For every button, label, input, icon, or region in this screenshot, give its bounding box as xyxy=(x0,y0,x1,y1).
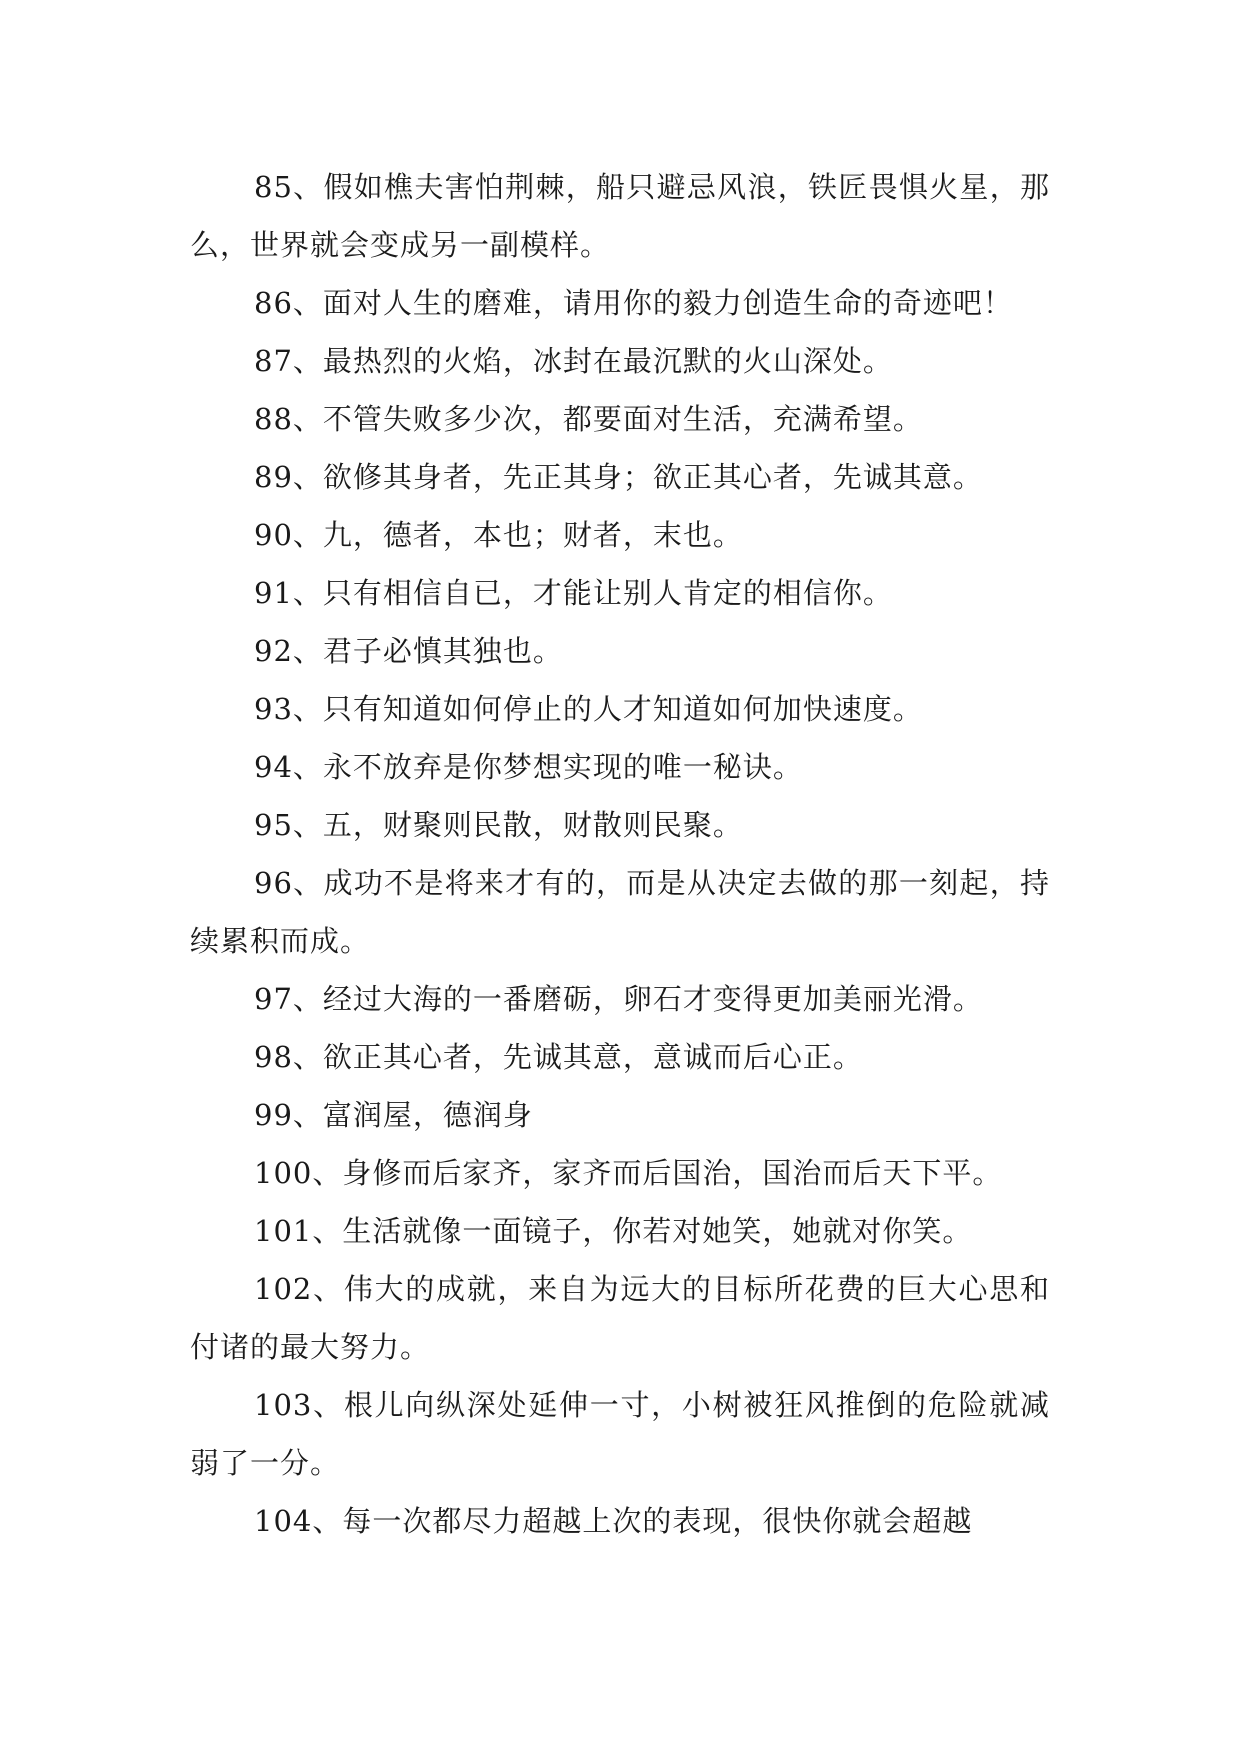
paragraph-94: 94、永不放弃是你梦想实现的唯一秘诀。 xyxy=(254,750,803,784)
paragraph-87: 87、最热烈的火焰，冰封在最沉默的火山深处。 xyxy=(254,344,893,378)
paragraph-100: 100、身修而后家齐，家齐而后国治，国治而后天下平。 xyxy=(254,1156,1003,1190)
paragraph-96: 96、成功不是将来才有的，而是从决定去做的那一刻起，持续累积而成。 xyxy=(190,866,1050,958)
paragraph-104: 104、每一次都尽力超越上次的表现，很快你就会超越 xyxy=(254,1504,973,1538)
paragraph-90: 90、九，德者，本也；财者，末也。 xyxy=(254,518,743,552)
paragraph-95: 95、五，财聚则民散，财散则民聚。 xyxy=(254,808,743,842)
paragraph-97: 97、经过大海的一番磨砺，卵石才变得更加美丽光滑。 xyxy=(254,982,983,1016)
document-body xyxy=(190,158,1050,1550)
paragraph-103: 103、根儿向纵深处延伸一寸，小树被狂风推倒的危险就减弱了一分。 xyxy=(190,1388,1050,1480)
paragraph-101: 101、生活就像一面镜子，你若对她笑，她就对你笑。 xyxy=(254,1214,973,1248)
paragraph-93: 93、只有知道如何停止的人才知道如何加快速度。 xyxy=(254,692,923,726)
paragraph-86: 86、面对人生的磨难，请用你的毅力创造生命的奇迹吧！ xyxy=(254,286,1013,320)
paragraph-99: 99、富润屋，德润身 xyxy=(254,1098,533,1132)
paragraph-85: 85、假如樵夫害怕荆棘，船只避忌风浪，铁匠畏惧火星，那么，世界就会变成另一副模样。 xyxy=(190,170,1050,262)
paragraph-98: 98、欲正其心者，先诚其意，意诚而后心正。 xyxy=(254,1040,863,1074)
paragraph-92: 92、君子必慎其独也。 xyxy=(254,634,563,668)
paragraph-88: 88、不管失败多少次，都要面对生活，充满希望。 xyxy=(254,402,923,436)
paragraph-102: 102、伟大的成就，来自为远大的目标所花费的巨大心思和付诸的最大努力。 xyxy=(190,1272,1050,1364)
paragraph-91: 91、只有相信自已，才能让别人肯定的相信你。 xyxy=(254,576,893,610)
paragraph-89: 89、欲修其身者，先正其身；欲正其心者，先诚其意。 xyxy=(254,460,983,494)
